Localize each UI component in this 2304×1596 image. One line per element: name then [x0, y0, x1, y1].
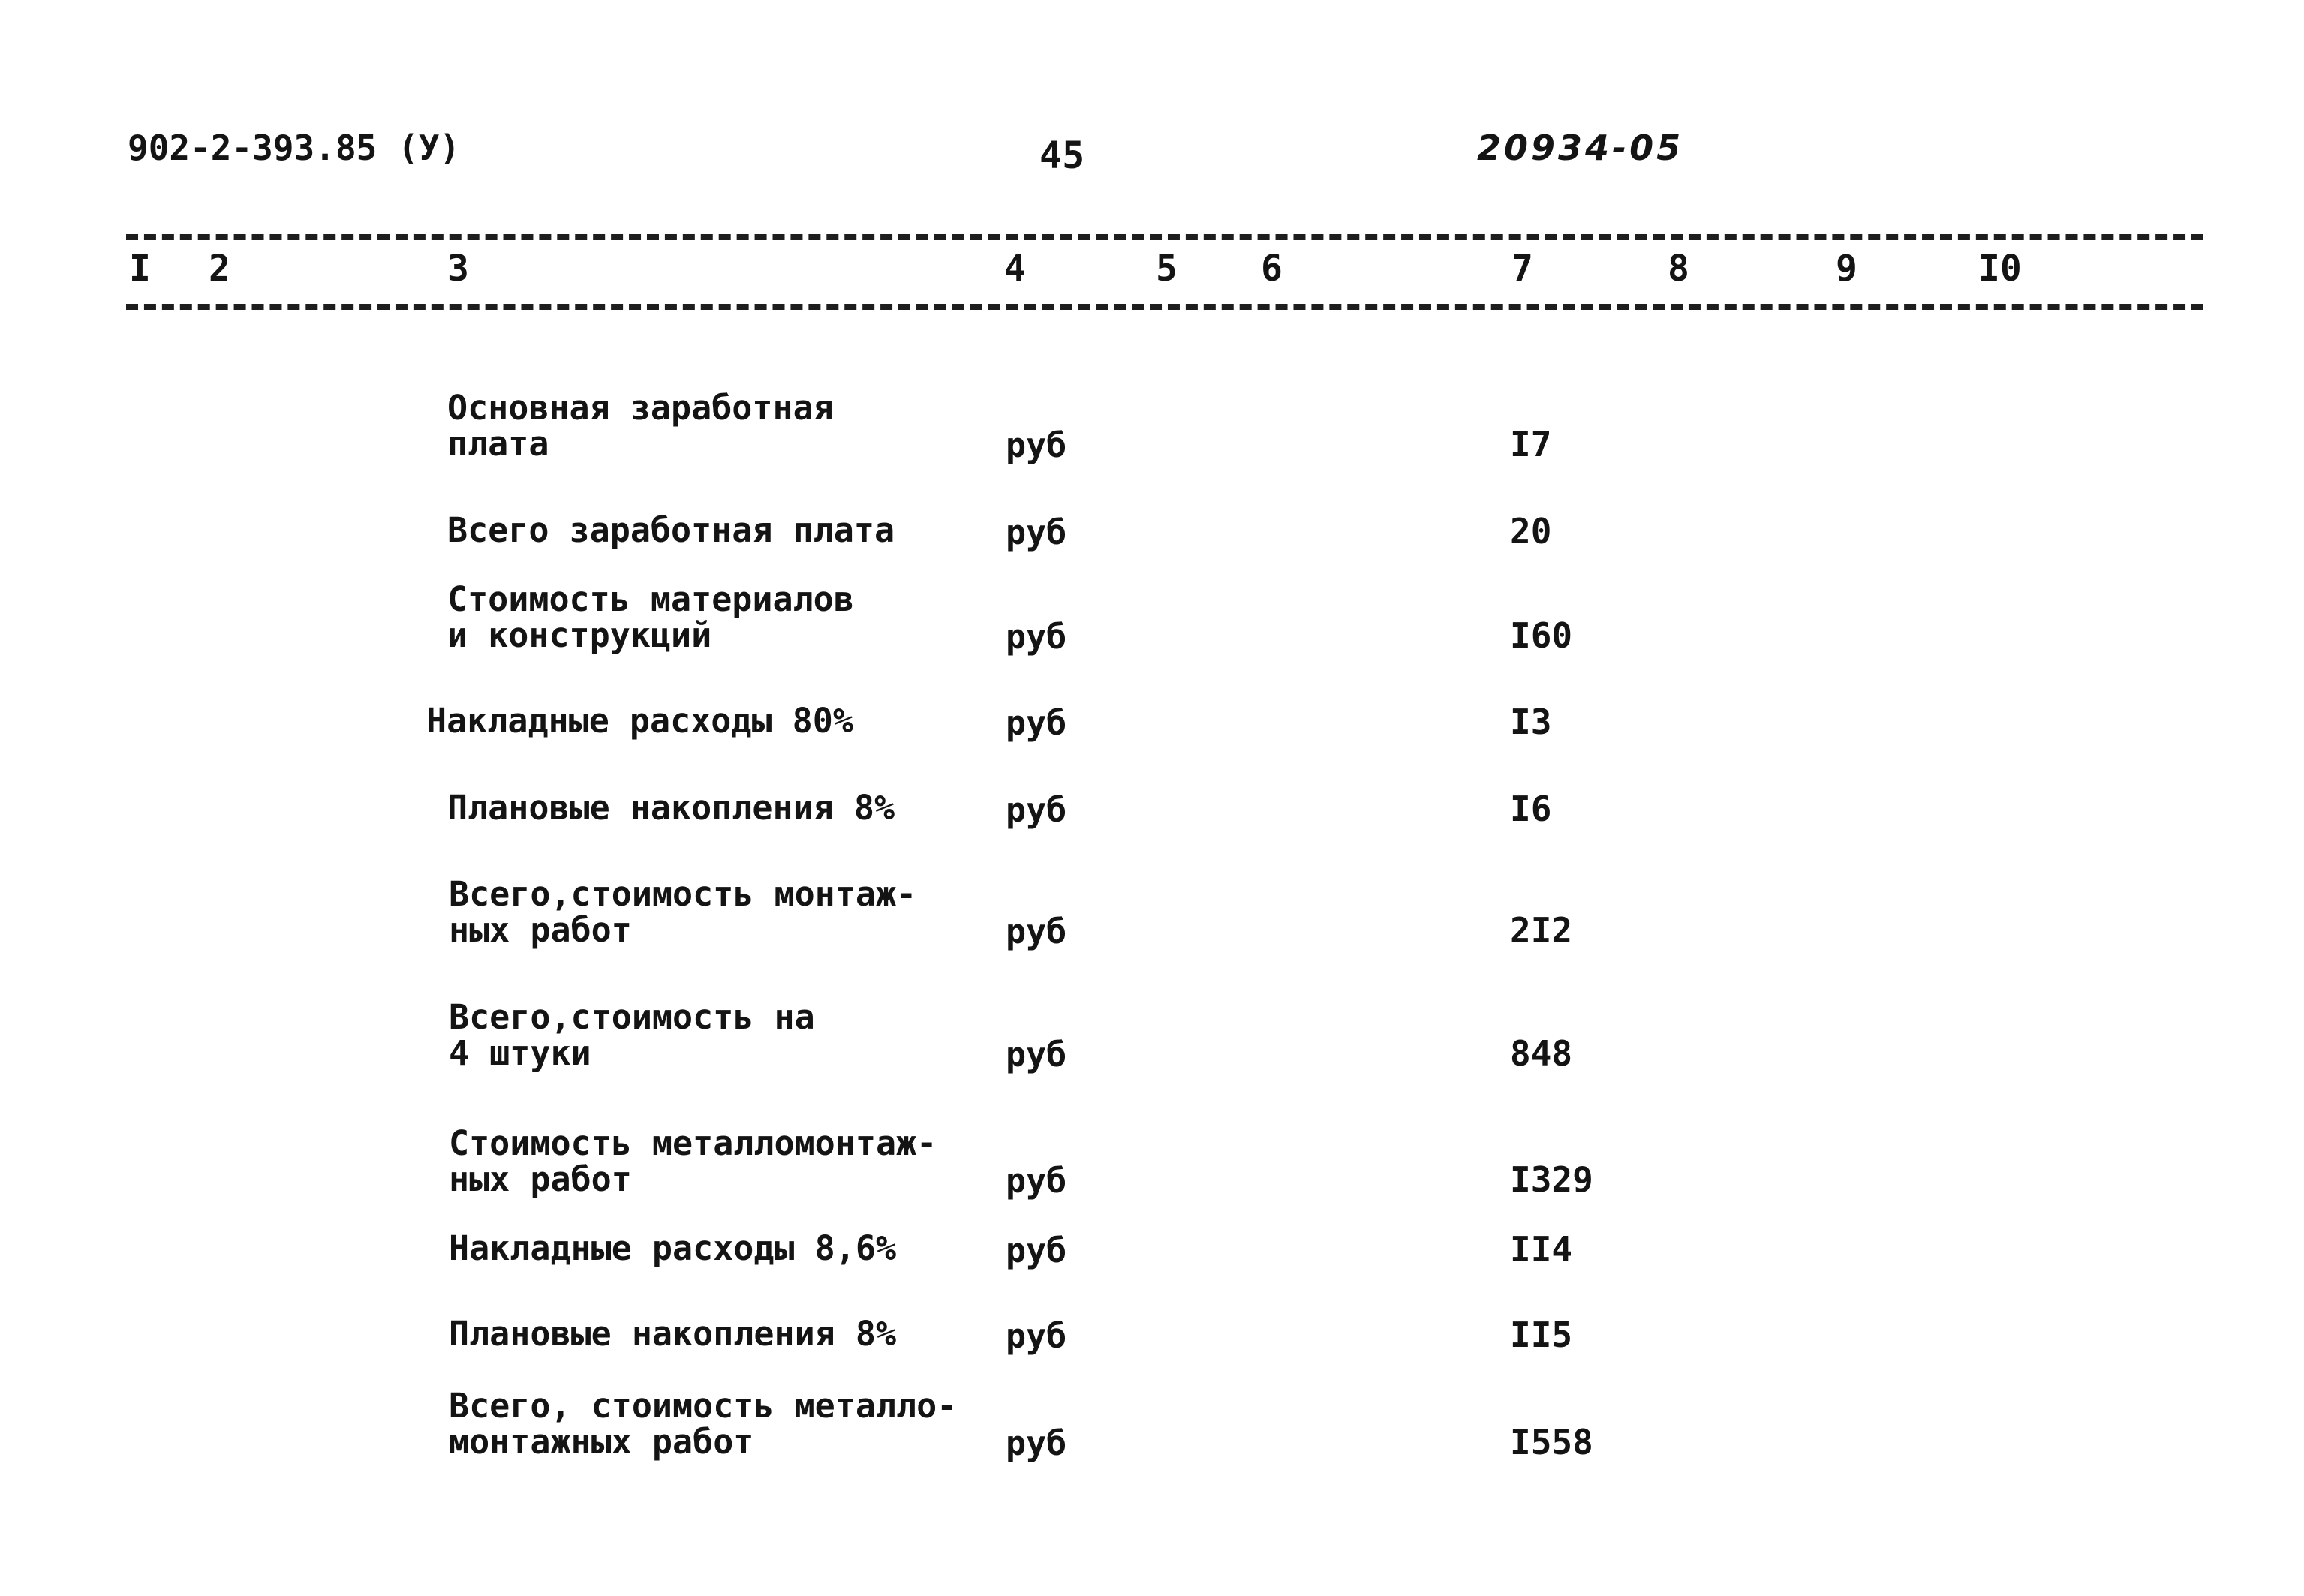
column-number-4: 4 [1004, 248, 1026, 290]
table-row-value: 848 [1510, 1033, 1573, 1074]
table-row-unit: руб [1006, 1231, 1067, 1270]
dashed-rule-top [126, 234, 2203, 240]
column-number-2: 2 [209, 248, 230, 290]
table-row-label: Стоимость материалов и конструкций [447, 579, 854, 655]
table-row-label: Всего,стоимость на 4 штуки [449, 997, 815, 1073]
table-row-value: I60 [1510, 615, 1573, 656]
table-row-unit: руб [1006, 512, 1067, 552]
table-row-unit: руб [1006, 617, 1067, 657]
column-number-10: I0 [1978, 248, 2022, 290]
table-row-unit: руб [1006, 703, 1067, 743]
table-row-unit: руб [1006, 1161, 1067, 1201]
column-number-5: 5 [1156, 248, 1178, 290]
page-number: 45 [1039, 134, 1085, 177]
table-row-value: I6 [1510, 789, 1552, 829]
table-row-label: Плановые накопления 8% [449, 1314, 897, 1354]
table-row-unit: руб [1006, 1316, 1067, 1356]
table-row-value: 2I2 [1510, 910, 1573, 951]
table-row-label: Накладные расходы 80% [426, 701, 853, 741]
table-row-unit: руб [1006, 1035, 1067, 1075]
column-number-1: I [129, 248, 151, 290]
table-row-unit: руб [1006, 1423, 1067, 1463]
column-number-6: 6 [1261, 248, 1283, 290]
column-number-3: 3 [447, 248, 469, 290]
table-row-label: Стоимость металломонтаж- ных работ [449, 1123, 937, 1199]
document-code: 902-2-393.85 (У) [128, 128, 461, 168]
table-row-value: II5 [1510, 1315, 1573, 1355]
table-row-value: I3 [1510, 702, 1552, 742]
table-row-value: I329 [1510, 1159, 1593, 1200]
table-row-unit: руб [1006, 912, 1067, 951]
column-number-8: 8 [1668, 248, 1689, 290]
table-row-label: Накладные расходы 8,6% [449, 1228, 897, 1268]
table-row-value: 20 [1510, 511, 1552, 552]
column-number-9: 9 [1836, 248, 1857, 290]
table-row-label: Основная заработная плата [447, 388, 834, 464]
table-row-label: Всего, стоимость металло- монтажных работ [449, 1386, 958, 1462]
table-row-value: II4 [1510, 1229, 1573, 1270]
table-row-unit: руб [1006, 425, 1067, 465]
table-row-value: I7 [1510, 424, 1552, 464]
column-number-7: 7 [1511, 248, 1533, 290]
table-row-unit: руб [1006, 790, 1067, 830]
table-row-label: Всего,стоимость монтаж- ных работ [449, 874, 917, 950]
sheet-code: 20934-05 [1477, 128, 1684, 168]
table-row-label: Плановые накопления 8% [447, 788, 895, 828]
table-row-value: I558 [1510, 1422, 1593, 1462]
table-row-label: Всего заработная плата [447, 510, 895, 550]
dashed-rule-bottom [126, 304, 2203, 310]
